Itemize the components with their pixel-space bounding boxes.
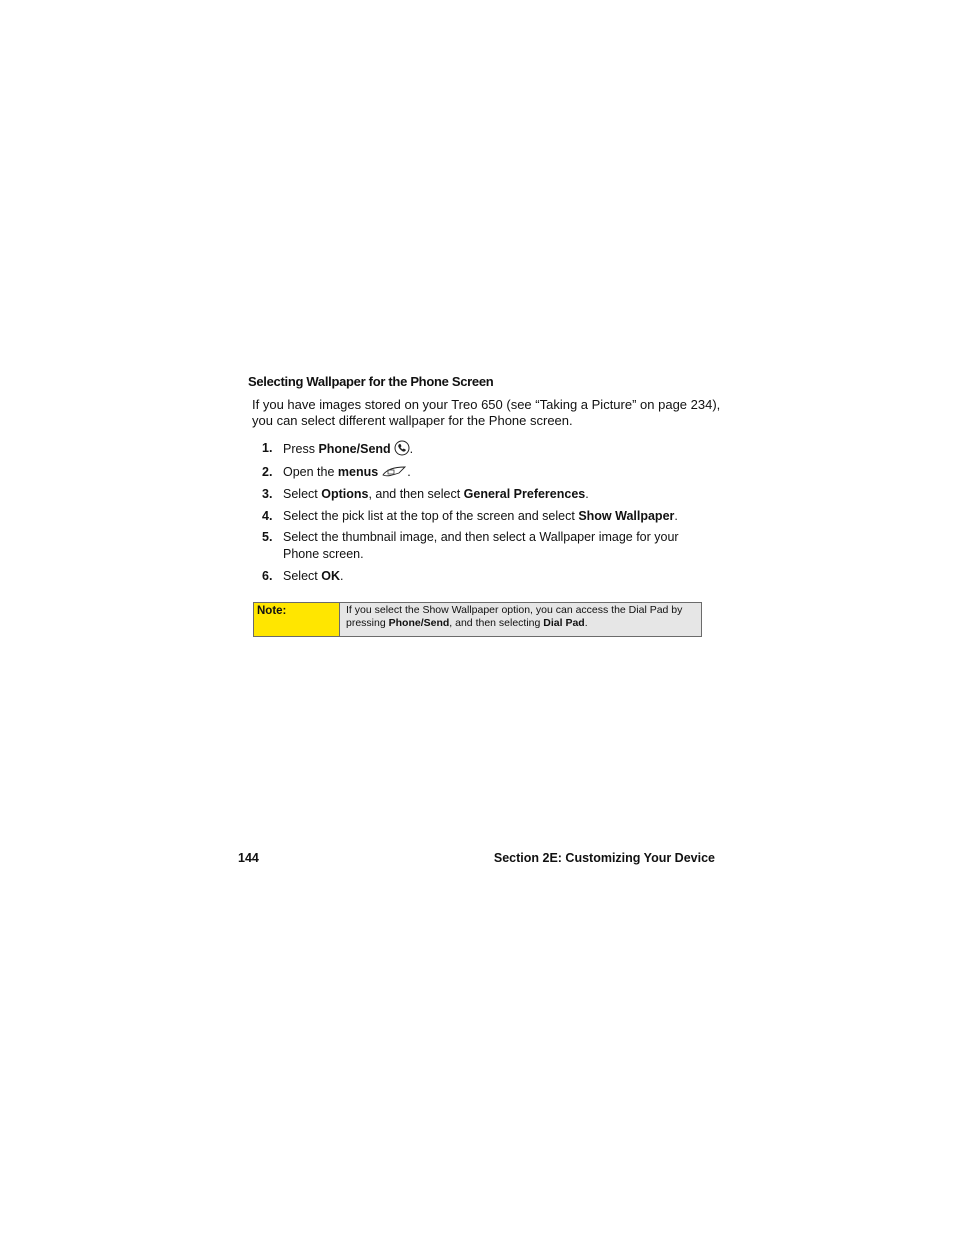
note-line-2-mid: , and then selecting: [449, 617, 544, 629]
page-number: 144: [238, 851, 259, 865]
step-text: Select: [283, 487, 322, 501]
step-number: 1.: [262, 441, 273, 455]
step-number: 2.: [262, 465, 273, 479]
step-1: [262, 440, 712, 461]
menu-icon: [381, 465, 407, 484]
step-number: 3.: [262, 487, 273, 501]
step-text-end: .: [585, 487, 589, 501]
step-text: Press: [283, 442, 319, 456]
step-6: [262, 568, 712, 585]
step-3: [262, 486, 712, 503]
step-number: 6.: [262, 569, 273, 583]
step-text: Open the: [283, 465, 338, 479]
step-text-end: .: [674, 509, 678, 523]
intro-paragraph: [252, 397, 722, 429]
note-body: [340, 603, 701, 636]
step-bold-text: menus: [337, 465, 379, 479]
step-bold-text: Options: [321, 487, 369, 501]
step-text: Select: [283, 569, 322, 583]
note-label: Note:: [254, 603, 340, 636]
step-bold-text-2: General Preferences: [463, 487, 586, 501]
note-line-1: If you select the Show Wallpaper option, you can access the Dial Pad by: [346, 604, 683, 616]
intro-line-2: you can select different wallpaper for the Phone screen.: [252, 413, 573, 428]
note-line-2-end: .: [584, 617, 588, 629]
step-text-end: .: [407, 465, 411, 479]
note-line-2: pressing: [346, 617, 389, 629]
step-bold-text: Phone/Send: [318, 442, 391, 456]
phone-icon: [394, 440, 410, 461]
step-5: [262, 529, 712, 563]
step-4: [262, 508, 712, 525]
step-text: Select the pick list at the top of the screen and select: [283, 509, 579, 523]
step-bold-text: Show Wallpaper: [578, 509, 675, 523]
section-title: Section 2E: Customizing Your Device: [493, 851, 715, 865]
step-number: 5.: [262, 530, 273, 544]
section-heading: Selecting Wallpaper for the Phone Screen: [248, 374, 494, 389]
note-box: [253, 602, 702, 637]
step-text: Select the thumbnail image, and then select a Wallpaper image for your: [283, 530, 679, 544]
step-text-line-2: Phone screen.: [283, 547, 364, 561]
note-bold-dial-pad: Dial Pad: [543, 617, 585, 629]
step-bold-text: OK: [321, 569, 340, 583]
intro-line-1: If you have images stored on your Treo 650 (see “Taking a Picture” on page 234),: [252, 397, 721, 412]
step-text-end: .: [339, 569, 344, 583]
step-text-mid: , and then select: [368, 487, 464, 501]
step-2: [262, 464, 712, 484]
step-text-end: .: [409, 442, 414, 456]
note-bold-phone-send: Phone/Send: [388, 617, 450, 629]
step-number: 4.: [262, 509, 273, 523]
